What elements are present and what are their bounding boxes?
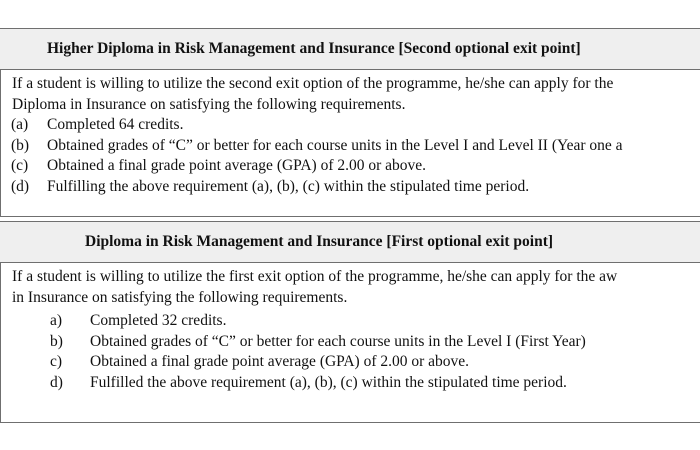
requirement-marker: c) bbox=[50, 353, 63, 370]
section-title: Higher Diploma in Risk Management and Insurance [Second optional exit point] bbox=[47, 40, 581, 57]
requirement-marker: (b) bbox=[11, 136, 30, 154]
requirement-text: Obtained a final grade point average (GPA) of 2.00 or above. bbox=[90, 353, 470, 370]
requirement-item bbox=[12, 156, 700, 177]
intro-paragraph bbox=[12, 74, 700, 115]
section-body bbox=[0, 263, 700, 423]
requirements-list bbox=[12, 115, 700, 197]
section-title-bar bbox=[0, 222, 700, 263]
requirement-item bbox=[12, 136, 700, 157]
higher-diploma-section bbox=[0, 28, 700, 217]
requirement-marker: (a) bbox=[11, 116, 29, 133]
requirement-item bbox=[12, 352, 700, 373]
requirements-list bbox=[12, 311, 700, 393]
requirement-item bbox=[12, 311, 700, 332]
requirement-item bbox=[12, 115, 700, 136]
requirement-text: Obtained grades of “C” or better for each course units in the Level I (First Year) bbox=[90, 332, 586, 350]
intro-line: If a student is willing to utilize the second exit option of the programme, he/she can apply for the bbox=[12, 75, 614, 92]
intro-paragraph bbox=[12, 267, 700, 308]
section-title: Diploma in Risk Management and Insurance [First optional exit point] bbox=[85, 233, 554, 250]
requirement-marker: b) bbox=[50, 332, 63, 350]
requirement-item bbox=[12, 373, 700, 394]
section-body bbox=[0, 70, 700, 217]
requirement-text: Completed 32 credits. bbox=[90, 312, 227, 329]
requirement-text: Fulfilling the above requirement (a), (b), (c) within the stipulated time period. bbox=[47, 177, 530, 195]
intro-line: in Insurance on satisfying the following requirements. bbox=[12, 288, 348, 306]
requirement-text: Obtained a final grade point average (GPA) of 2.00 or above. bbox=[47, 157, 427, 174]
requirement-marker: a) bbox=[50, 312, 63, 329]
diploma-section bbox=[0, 221, 700, 423]
intro-line: If a student is willing to utilize the first exit option of the programme, he/she can apply for the aw bbox=[12, 268, 618, 285]
intro-line: Diploma in Insurance on satisfying the following requirements. bbox=[12, 95, 406, 113]
requirement-item bbox=[12, 332, 700, 353]
requirement-text: Obtained grades of “C” or better for each course units in the Level I and Level II (Year one a bbox=[47, 136, 623, 154]
requirement-text: Completed 64 credits. bbox=[47, 116, 184, 133]
requirement-marker: (d) bbox=[11, 177, 30, 195]
requirement-marker: (c) bbox=[11, 157, 29, 174]
requirement-text: Fulfilled the above requirement (a), (b), (c) within the stipulated time period. bbox=[90, 373, 567, 391]
requirement-item bbox=[12, 177, 700, 198]
requirement-marker: d) bbox=[50, 373, 63, 391]
section-title-bar bbox=[0, 29, 700, 70]
